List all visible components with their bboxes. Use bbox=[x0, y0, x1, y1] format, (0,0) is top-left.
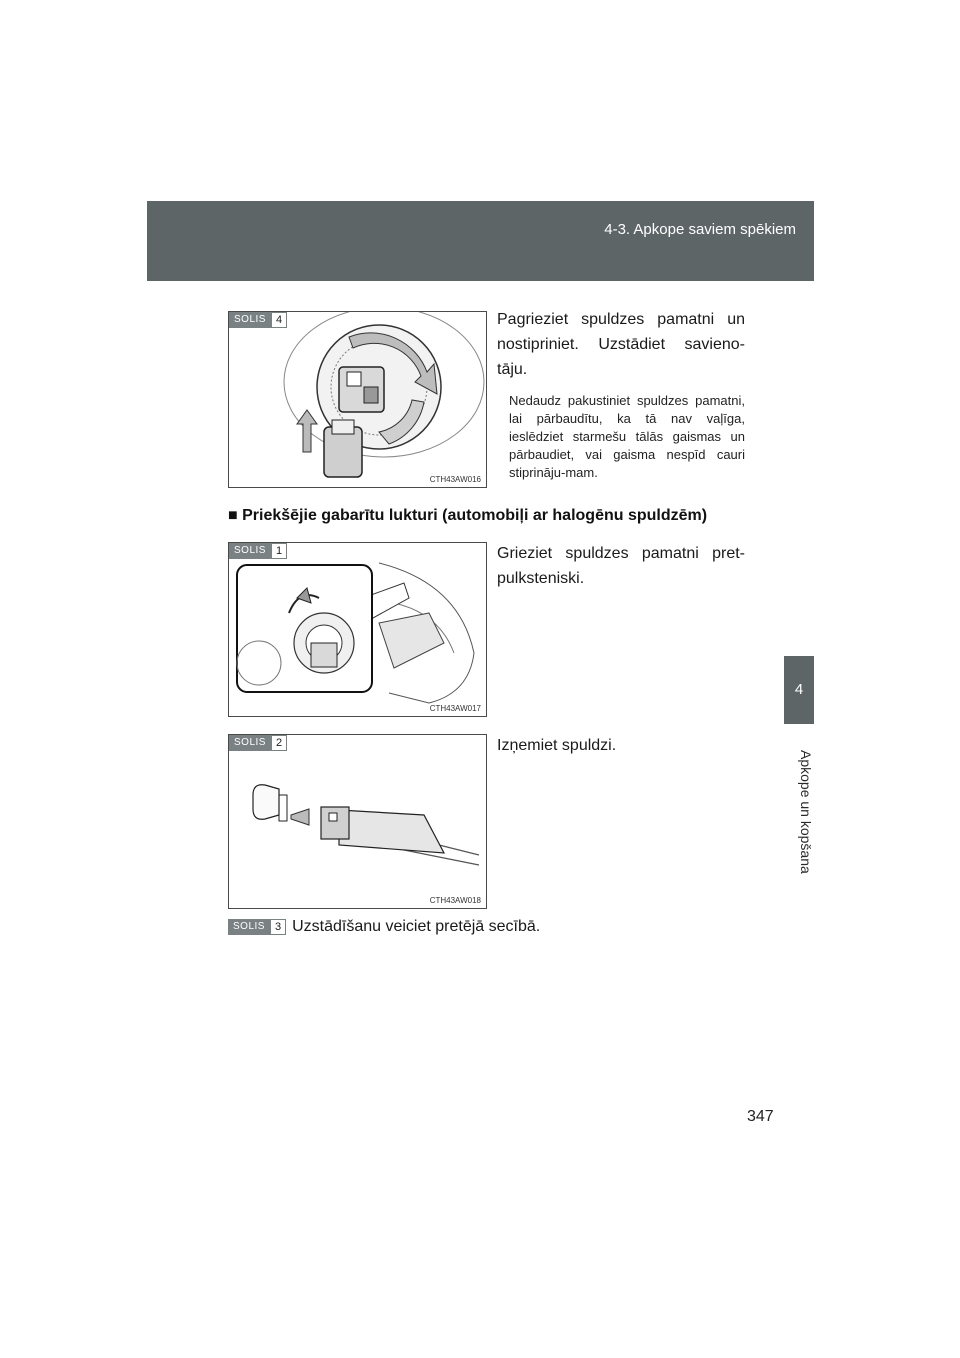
figure-step-4 bbox=[228, 311, 487, 488]
section-title: 4-3. Apkope saviem spēkiem bbox=[604, 221, 796, 238]
figure-step-1 bbox=[228, 542, 487, 717]
chapter-label: Apkope un kopšana bbox=[798, 750, 814, 874]
figure-code: CTH43AW018 bbox=[429, 896, 481, 905]
step-badge bbox=[229, 543, 287, 559]
step-4-text bbox=[497, 307, 745, 482]
step-1-text bbox=[497, 541, 745, 591]
step-2-instruction: Izņemiet spuldzi. bbox=[497, 737, 617, 754]
section-heading: ■ Priekšējie gabarītu lukturi (automobiļi ar halogēnu spuldzēm) bbox=[228, 507, 708, 524]
figure-code: CTH43AW017 bbox=[429, 704, 481, 713]
step-number: 2 bbox=[271, 735, 287, 751]
bulb-base-rotate-illustration bbox=[229, 312, 486, 487]
step-word: SOLIS bbox=[229, 735, 271, 751]
step-badge bbox=[229, 735, 287, 751]
step-word: SOLIS bbox=[228, 919, 270, 935]
step-4-instruction: Pagrieziet spuldzes pamatni un nostipriniet. Uzstādiet savieno-tāju. bbox=[497, 311, 745, 378]
step-3-row bbox=[228, 918, 540, 936]
step-2-text bbox=[497, 733, 745, 758]
chapter-tab: 4 bbox=[784, 656, 814, 724]
headlight-rear-illustration bbox=[229, 543, 486, 716]
step-number: 3 bbox=[270, 919, 286, 935]
step-number: 1 bbox=[271, 543, 287, 559]
figure-code: CTH43AW016 bbox=[429, 475, 481, 484]
figure-step-2 bbox=[228, 734, 487, 909]
bulb-removal-illustration bbox=[229, 735, 486, 908]
step-badge bbox=[229, 312, 287, 328]
step-number: 4 bbox=[271, 312, 287, 328]
step-word: SOLIS bbox=[229, 312, 271, 328]
header-bar bbox=[147, 201, 814, 281]
step-4-note: Nedaudz pakustiniet spuldzes pamatni, lai pārbaudītu, ka tā nav vaļīga, ieslēdziet starmešu tālās gaismas un pārbaudiet, vai gaisma nespīd cauri stiprināju-mam. bbox=[509, 393, 745, 480]
step-1-instruction: Grieziet spuldzes pamatni pret-pulksteniski. bbox=[497, 545, 745, 587]
step-badge bbox=[228, 919, 286, 935]
step-word: SOLIS bbox=[229, 543, 271, 559]
step-3-instruction: Uzstādīšanu veiciet pretējā secībā. bbox=[292, 918, 541, 935]
page-number: 347 bbox=[747, 1108, 774, 1125]
